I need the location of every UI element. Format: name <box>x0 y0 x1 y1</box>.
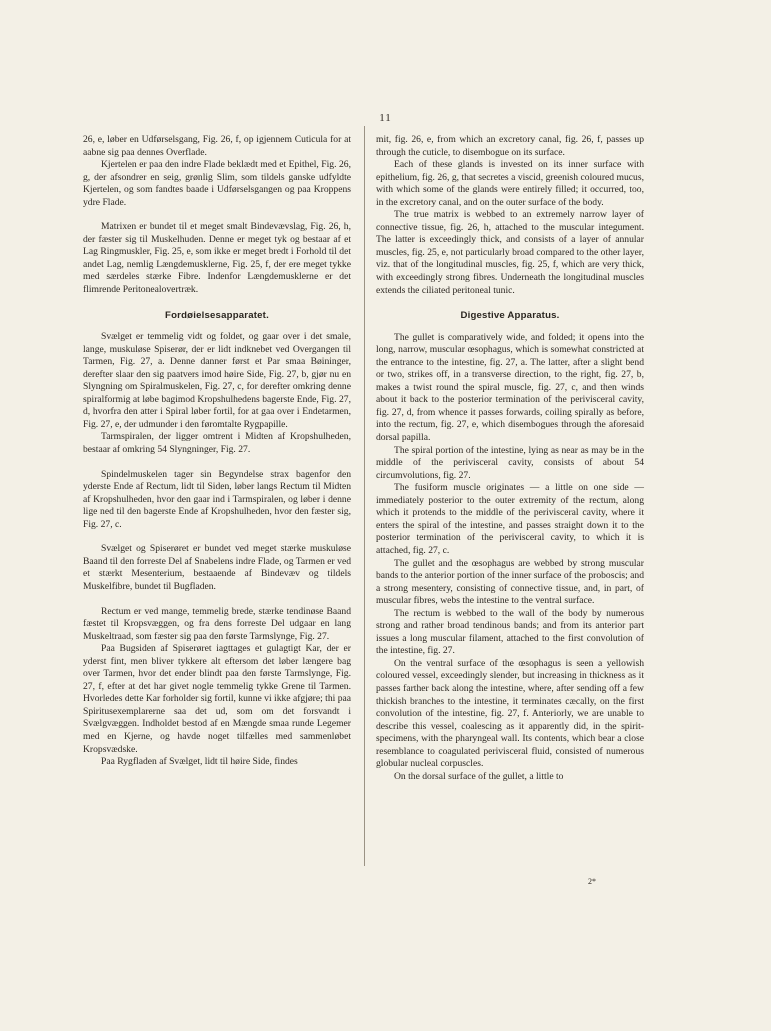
paragraph: The gullet and the œsophagus are webbed by strong muscular bands to the anterior portion of the inner surface of the proboscis; and a strong mesentery, consisting of connective tissue, and, in part, of muscular fibres, webs the intestine to the ventral surface. <box>376 557 645 607</box>
paragraph: Each of these glands is invested on its inner surface with epithelium, fig. 26, g, that secretes a viscid, greenish coloured mucus, with which some of the glands were entirely filled; it occurred, too, in the excretory canal, and on the outer surface of the body. <box>376 159 644 208</box>
paragraph: The true matrix is webbed to an extremely narrow layer of connective tissue, fig. 26, h, attached to the muscular integument. The latter is exceedingly thick, and consists of a layer of annular muscles, fig. 25, e, not particularly broad compared to the other layer, viz. that of the longitudinal muscles, fig. 25, f, which are very thick, with exceedingly strong fibres. Underneath the longitudinal muscles extends the ciliated peritoneal tunic. <box>376 209 644 296</box>
section-heading: Digestive Apparatus. <box>460 310 560 322</box>
paragraph: The gullet is comparatively wide, and folded; it opens into the long, narrow, muscular œsophagus, which is somewhat constricted at the entrance to the intestine, fig. 27, a. The latter, after a slight bend or two, strikes off, in a transverse direction, to the right, fig. 27, b, makes a twist round the spiral muscle, fig. 27, c, and then winds about it back to the posterior termination of the perivisceral cavity, fig. 27, d, from whence it passes forwards, coiling spirally as before, into the rectum, fig. 27, e, which disembogues through the aforesaid dorsal papilla. <box>376 331 644 444</box>
paragraph: The spiral portion of the intestine, lying as near as may be in the middle of the perivisceral cavity, consists of about 54 circumvolutions, fig. 27. <box>376 444 644 481</box>
paragraph: On the ventral surface of the œsophagus is seen a yellowish coloured vessel, exceedingly slender, but increasing in thickness as it passes farther back along the intestine, where, after sending off a few thickish branches to the intestine, it terminates cæcally, on the first convolution of the intestine, fig. 27, f. Anteriorly, we are unable to describe this vessel, coalescing as it apparently did, in the spirit-specimens, with the pharyngeal wall. Its contents, which bear a close resemblance to coagulated perivisceral fluid, consisted of numerous globular nucleal corpuscles. <box>376 657 644 770</box>
page-number: 11 <box>379 112 392 124</box>
signature-mark: 2* <box>588 877 596 886</box>
paragraph: Matrixen er bundet til et meget smalt Bindevævslag, Fig. 26, h, der fæster sig til Muskelhuden. Denne er meget tyk og bestaar af et Lag Ringmuskler, Fig. 25, e, som ikke er meget bredt i Forhold til det andet Lag, nemlig Længdemusklerne, Fig. 25, f, der ere meget tykke med særdeles stærke Fibre. Indenfor Længdemusklerne er det flimrende Peritonealovertræk. <box>83 221 351 296</box>
paragraph: Rectum er ved mange, temmelig brede, stærke tendinøse Baand fæstet til Kropsvæggen, og fra dens forreste Del udgaar en lang Muskeltraad, som fæster sig paa den første Tarmslynge, Fig. 27. <box>83 605 351 642</box>
paragraph: Svælget og Spiserøret er bundet ved meget stærke muskuløse Baand til den forreste Del af Snabelens indre Flade, og Tarmen er ved et stærkt Mesenterium, bestaaende af Bindevæv og tildels Muskelfibre, bundet til Bugfladen. <box>83 543 351 592</box>
paragraph: Svælget er temmelig vidt og foldet, og gaar over i det smale, lange, muskuløse Spiserør, der er lidt indknebet ved Overgangen til Tarmen, Fig. 27, a. Denne danner først et Par smaa Bøininger, derefter slaar den sig paatvers imod høire Side, Fig. 27, b, gjør nu en Slyngning om Spiralmuskelen, Fig. 27, c, for derefter omkring denne spiralformig at løbe bagimod Kropshulhedens bagerste Ende, Fig. 27, d, hvorfra den atter i Spiral løber fortil, for at gaa over i Endetarmen, Fig. 27, e, der udmunder i den føromtalte Rygpapille. <box>83 331 351 430</box>
column-divider <box>364 126 365 866</box>
paragraph: Kjertelen er paa den indre Flade beklædt med et Epithel, Fig. 26, g, der afsondrer en seig, grønlig Slim, som tildels ganske udfyldte Kjertelen, og som fandtes baade i Udførselsgangen og paa Kroppens ydre Flade. <box>83 159 351 208</box>
section-heading: Fordøielsesapparatet. <box>165 309 269 321</box>
paragraph: Spindelmuskelen tager sin Begyndelse strax bagenfor den yderste Ende af Rectum, lidt til Siden, løber langs Rectum til Midten af Kropshulheden, hvor den gaar ind i Tarmspiralen, og løber i denne lige ned til den bagerste Ende af Kropshulheden, hvor den fæster sig, Fig. 27, c. <box>83 468 351 530</box>
paragraph: Paa Rygfladen af Svælget, lidt til høire Side, findes <box>101 756 298 768</box>
paragraph: Tarmspiralen, der ligger omtrent i Midten af Kropshulheden, bestaar af omkring 54 Slyngninger, Fig. 27. <box>83 431 351 456</box>
paragraph: 26, e, løber en Udførselsgang, Fig. 26, f, op igjennem Cuticula for at aabne sig paa dennes Overflade. <box>83 134 351 158</box>
paragraph: Paa Bugsiden af Spiserøret iagttages et gulagtigt Kar, der er yderst fint, men bliver tykkere alt eftersom det løber længere bag over Tarmen, hvor det ender blindt paa den første Tarmslynge, Fig. 27, f, efter at det har givet nogle temmelig tykke Grene til Tarmen. Hvorledes dette Kar forholder sig fortil, kunne vi ikke afgjøre; thi paa Spiritusexemplarerne saa det ud, som om det forsvandt i Svælgvæggen. Indholdet bestod af en Mængde smaa runde Legemer med en Kjerne, og havde noget tilfælles med sammenløbet Kropsvædske. <box>83 643 352 755</box>
paragraph: On the dorsal surface of the gullet, a little to <box>394 770 564 782</box>
paragraph: mit, fig. 26, e, from which an excretory canal, fig. 26, f, passes up through the cuticle, to disembogue on its surface. <box>376 134 644 158</box>
paragraph: The rectum is webbed to the wall of the body by numerous strong and rather broad tendinous bands; and from its anterior part issues a long muscular filament, attached to the first convolution of the intestine, fig. 27. <box>376 607 644 657</box>
paragraph: The fusiform muscle originates — a little on one side — immediately posterior to the outer extremity of the rectum, along which it protends to the middle of the perivisceral cavity, where it enters the spiral of the intestine, and passes straight down it to the posterior termination of the perivisceral cavity, to which it is attached, fig. 27, c. <box>376 482 644 556</box>
left-column-danish <box>83 134 351 769</box>
right-column-english <box>376 134 644 783</box>
